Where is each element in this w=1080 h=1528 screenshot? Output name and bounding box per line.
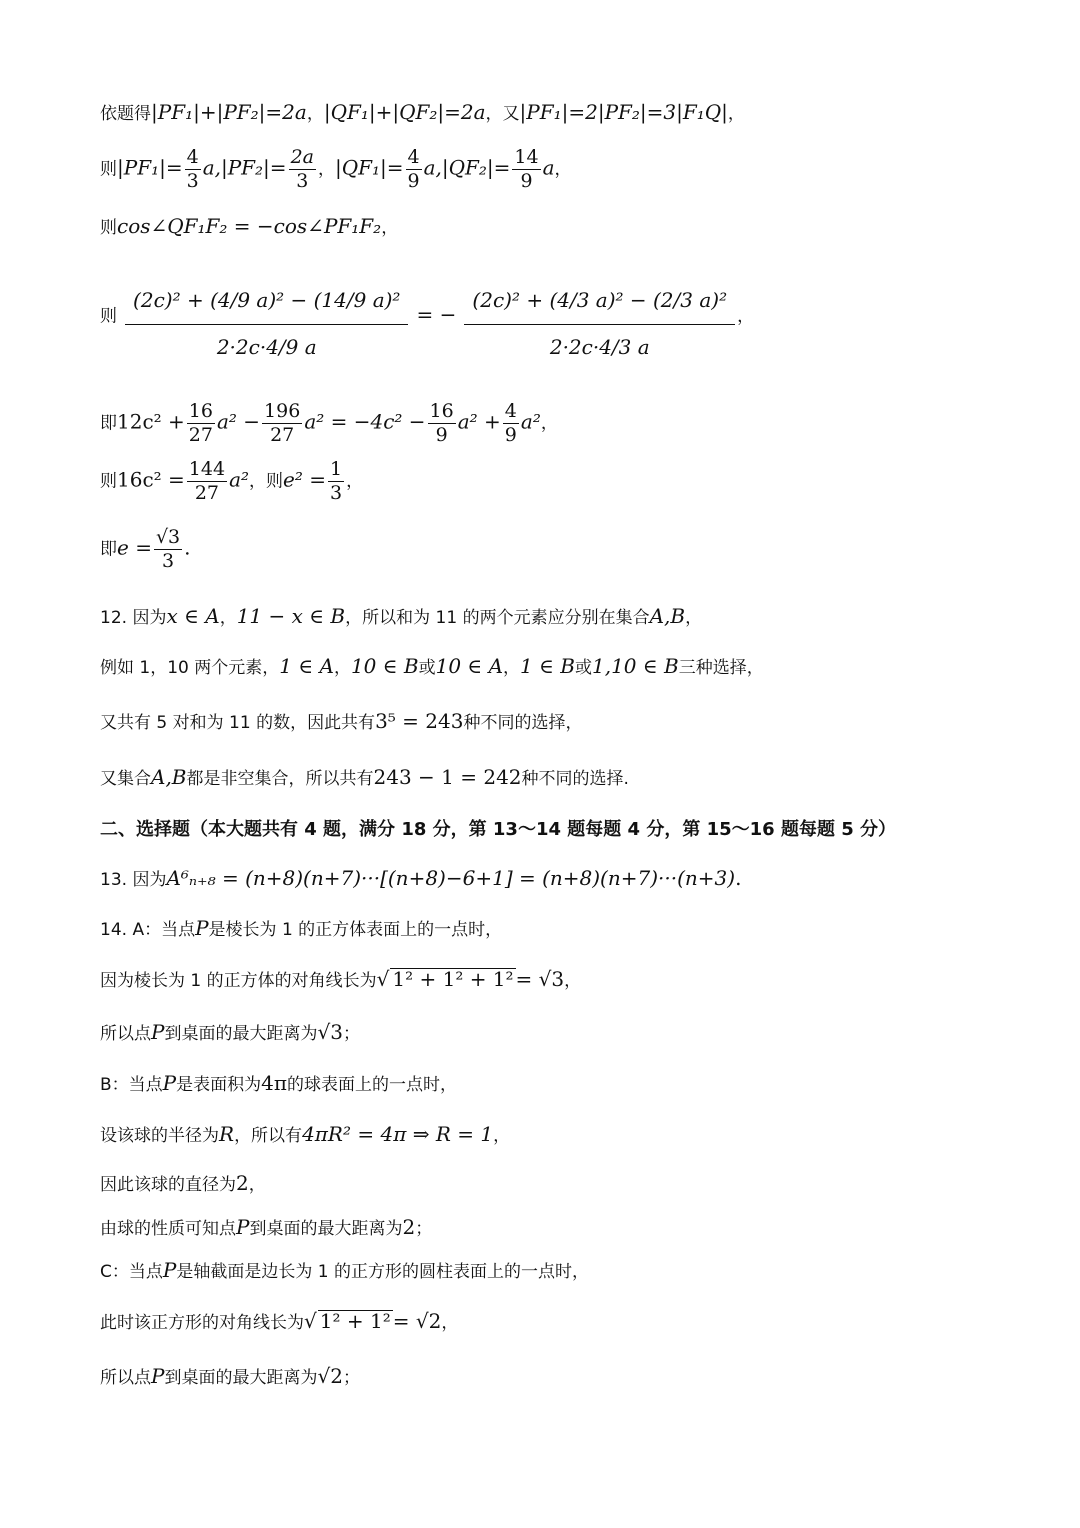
text: 14. A：当点 bbox=[100, 920, 196, 940]
text: 的球表面上的一点时， bbox=[287, 1075, 458, 1095]
fraction-right bbox=[464, 276, 735, 357]
text: ， bbox=[737, 306, 755, 327]
math: = − bbox=[416, 302, 457, 327]
line-23 bbox=[100, 1366, 360, 1387]
text: ， bbox=[564, 971, 582, 991]
fraction bbox=[187, 402, 215, 445]
line-11 bbox=[100, 767, 629, 788]
math: R bbox=[219, 1122, 235, 1146]
line-3 bbox=[100, 216, 398, 237]
text: 种不同的选择， bbox=[463, 713, 583, 733]
denominator: 27 bbox=[270, 424, 295, 446]
line-4 bbox=[100, 276, 754, 357]
math: 243 − 1 = 242 bbox=[373, 765, 522, 789]
text: 又共有 5 对和为 11 的数，因此共有 bbox=[100, 713, 376, 733]
text: 到桌面的最大距离为 bbox=[249, 1219, 403, 1239]
fraction-left bbox=[125, 276, 408, 357]
denominator: 9 bbox=[504, 424, 517, 446]
math: 4πR² = 4π ⇒ R = 1 bbox=[302, 1122, 494, 1146]
math: P bbox=[236, 1215, 250, 1239]
math: |PF₁|= bbox=[117, 155, 183, 180]
line-17 bbox=[100, 1073, 457, 1094]
math: 1 ∈ B bbox=[520, 654, 575, 678]
line-15 bbox=[100, 968, 581, 990]
text: 是轴截面是边长为 1 的正方形的圆柱表面上的一点时， bbox=[176, 1262, 589, 1282]
text: 则 bbox=[100, 471, 117, 492]
text: 即 bbox=[100, 413, 117, 434]
line-22 bbox=[100, 1310, 458, 1332]
line-8 bbox=[100, 606, 702, 627]
text: 12. 因为 bbox=[100, 608, 167, 628]
math: 2 bbox=[236, 1171, 249, 1195]
math: = √2 bbox=[392, 1309, 442, 1333]
math: √2 bbox=[317, 1364, 343, 1388]
math: |QF₁|+|QF₂|=2a bbox=[323, 100, 486, 124]
text: ， bbox=[727, 104, 745, 124]
text: ，则 bbox=[249, 471, 284, 492]
fraction bbox=[406, 148, 422, 191]
line-10 bbox=[100, 711, 582, 732]
text: 是棱长为 1 的正方体表面上的一点时， bbox=[208, 920, 503, 940]
math: |PF₁|+|PF₂|=2a bbox=[151, 100, 307, 124]
text: 依题得 bbox=[100, 104, 151, 124]
line-16 bbox=[100, 1022, 360, 1043]
text: C：当点 bbox=[100, 1262, 163, 1282]
math: a² = −4c² − bbox=[304, 409, 426, 434]
text: ， bbox=[503, 658, 521, 678]
text: ， bbox=[685, 608, 703, 628]
denominator: 9 bbox=[435, 424, 448, 446]
numerator: 1 bbox=[329, 458, 343, 480]
numerator: 4 bbox=[504, 400, 517, 422]
text: 则 bbox=[100, 306, 117, 327]
numerator: 196 bbox=[264, 400, 301, 422]
text: ， bbox=[317, 159, 335, 180]
denominator: 9 bbox=[520, 170, 533, 192]
math: e² = bbox=[283, 467, 326, 492]
sqrt-sign: √ bbox=[376, 967, 390, 991]
fraction bbox=[428, 402, 456, 445]
math: 16c² = bbox=[117, 467, 185, 492]
math: 10 ∈ B bbox=[350, 654, 419, 678]
line-13 bbox=[100, 868, 741, 889]
text: B：当点 bbox=[100, 1075, 163, 1095]
line-2 bbox=[100, 148, 572, 191]
math: a² + bbox=[457, 409, 501, 434]
denominator: 9 bbox=[407, 170, 420, 192]
radicand: 1² + 1² + 1² bbox=[392, 967, 514, 991]
line-21 bbox=[100, 1260, 589, 1281]
text: 即 bbox=[100, 539, 117, 560]
line-18 bbox=[100, 1124, 510, 1145]
fraction bbox=[187, 460, 227, 503]
math: . bbox=[735, 866, 742, 890]
math: A,B bbox=[649, 604, 686, 628]
text: ，又 bbox=[485, 104, 520, 124]
math: 10 ∈ A bbox=[435, 654, 504, 678]
denominator: 3 bbox=[329, 482, 343, 504]
line-5 bbox=[100, 402, 558, 445]
text: 所以点 bbox=[100, 1024, 151, 1044]
line-9 bbox=[100, 656, 764, 677]
math: A,B bbox=[151, 765, 187, 789]
heading-text: 二、选择题（本大题共有 4 题，满分 18 分，第 13～14 题每题 4 分，第 15～16 题每题 5 分） bbox=[100, 819, 897, 840]
math: 11 − x ∈ B bbox=[236, 604, 346, 628]
sqrt-sign: √ bbox=[304, 1309, 317, 1333]
text: ； bbox=[415, 1219, 433, 1239]
text: ，所以有 bbox=[234, 1126, 303, 1146]
text: ， bbox=[540, 413, 558, 434]
math: |QF₁|= bbox=[334, 155, 404, 180]
line-19 bbox=[100, 1173, 266, 1194]
text: ， bbox=[333, 658, 351, 678]
denominator: 2·2c·4/3 a bbox=[549, 335, 650, 359]
text: ， bbox=[306, 104, 324, 124]
math: x ∈ A bbox=[166, 604, 220, 628]
math: √3 bbox=[317, 1020, 343, 1044]
math: a² − bbox=[216, 409, 261, 434]
text: ， bbox=[381, 218, 399, 238]
text: 或 bbox=[418, 658, 436, 678]
math: 12c² + bbox=[117, 409, 185, 434]
text: 则 bbox=[100, 159, 117, 180]
text: ， bbox=[248, 1175, 266, 1195]
text: ； bbox=[342, 1024, 360, 1044]
line-7 bbox=[100, 528, 191, 571]
line-20 bbox=[100, 1217, 432, 1238]
math: 3⁵ = 243 bbox=[375, 709, 464, 733]
text: 到桌面的最大距离为 bbox=[164, 1368, 318, 1388]
math: a² bbox=[520, 409, 541, 434]
math: P bbox=[162, 1258, 177, 1282]
math: = √3 bbox=[515, 967, 565, 991]
text: 种不同的选择. bbox=[521, 769, 629, 789]
text: 因为棱长为 1 的正方体的对角线长为 bbox=[100, 971, 377, 991]
math: |PF₁|=2|PF₂|=3|F₁Q| bbox=[519, 100, 728, 124]
text: 设该球的半径为 bbox=[100, 1126, 219, 1146]
math: P bbox=[195, 916, 209, 940]
fraction bbox=[154, 528, 182, 571]
numerator: (2c)² + (4/3 a)² − (2/3 a)² bbox=[464, 276, 735, 325]
numerator: √3 bbox=[155, 526, 181, 548]
fraction bbox=[328, 460, 344, 503]
math: . bbox=[184, 535, 191, 560]
denominator: 2·2c·4/9 a bbox=[216, 335, 317, 359]
text: 是表面积为 bbox=[176, 1075, 262, 1095]
text: 由球的性质可知点 bbox=[100, 1219, 236, 1239]
text: 三种选择， bbox=[678, 658, 764, 678]
fraction bbox=[262, 402, 302, 445]
text: ， bbox=[554, 159, 572, 180]
numerator: 16 bbox=[188, 400, 213, 422]
fraction bbox=[289, 148, 316, 191]
text: ， bbox=[441, 1313, 459, 1333]
math: a² bbox=[229, 467, 250, 492]
denominator: 27 bbox=[188, 424, 213, 446]
math: 4π bbox=[261, 1071, 288, 1095]
math: P bbox=[151, 1364, 165, 1388]
denominator: 3 bbox=[296, 170, 309, 192]
numerator: 4 bbox=[407, 146, 420, 168]
math: 1 ∈ A bbox=[279, 654, 334, 678]
fraction bbox=[512, 148, 540, 191]
numerator: 16 bbox=[429, 400, 454, 422]
denominator: 3 bbox=[186, 170, 199, 192]
math: cos∠QF₁F₂ = −cos∠PF₁F₂ bbox=[117, 214, 382, 238]
numerator: 4 bbox=[186, 146, 199, 168]
text: 13. 因为 bbox=[100, 870, 167, 890]
text: 则 bbox=[100, 218, 117, 238]
text: ， bbox=[219, 608, 237, 628]
math: 2 bbox=[402, 1215, 416, 1239]
text: ， bbox=[493, 1126, 511, 1146]
text: 此时该正方形的对角线长为 bbox=[100, 1313, 304, 1333]
math: a,|QF₂|= bbox=[423, 155, 511, 180]
text: 因此该球的直径为 bbox=[100, 1175, 236, 1195]
math: 1,10 ∈ B bbox=[592, 654, 679, 678]
math: a,|PF₂|= bbox=[202, 155, 287, 180]
fraction bbox=[185, 148, 201, 191]
math: A⁶ₙ₊₈ = (n+8)(n+7)···[(n+8)−6+1] = (n+8)(n+7)···(n+3) bbox=[166, 866, 736, 890]
numerator: (2c)² + (4/9 a)² − (14/9 a)² bbox=[125, 276, 408, 325]
numerator: 2a bbox=[290, 146, 314, 168]
math: a bbox=[542, 155, 555, 180]
text: 都是非空集合，所以共有 bbox=[186, 769, 374, 789]
text: ； bbox=[342, 1368, 360, 1388]
line-1 bbox=[100, 102, 745, 123]
numerator: 14 bbox=[514, 146, 539, 168]
section-heading bbox=[100, 820, 896, 839]
line-14 bbox=[100, 918, 502, 939]
text: ，所以和为 11 的两个元素应分别在集合 bbox=[345, 608, 650, 628]
denominator: 3 bbox=[162, 550, 175, 572]
text: 所以点 bbox=[100, 1368, 151, 1388]
text: 例如 1，10 两个元素， bbox=[100, 658, 280, 678]
math: P bbox=[151, 1020, 165, 1044]
denominator: 27 bbox=[194, 482, 220, 504]
numerator: 144 bbox=[188, 458, 226, 480]
text: ， bbox=[346, 471, 364, 492]
text: 到桌面的最大距离为 bbox=[164, 1024, 318, 1044]
math: e = bbox=[117, 535, 152, 560]
fraction bbox=[503, 402, 519, 445]
text: 又集合 bbox=[100, 769, 151, 789]
text: 或 bbox=[575, 658, 592, 678]
line-6 bbox=[100, 460, 363, 503]
math: P bbox=[162, 1071, 177, 1095]
radicand: 1² + 1² bbox=[319, 1309, 391, 1333]
